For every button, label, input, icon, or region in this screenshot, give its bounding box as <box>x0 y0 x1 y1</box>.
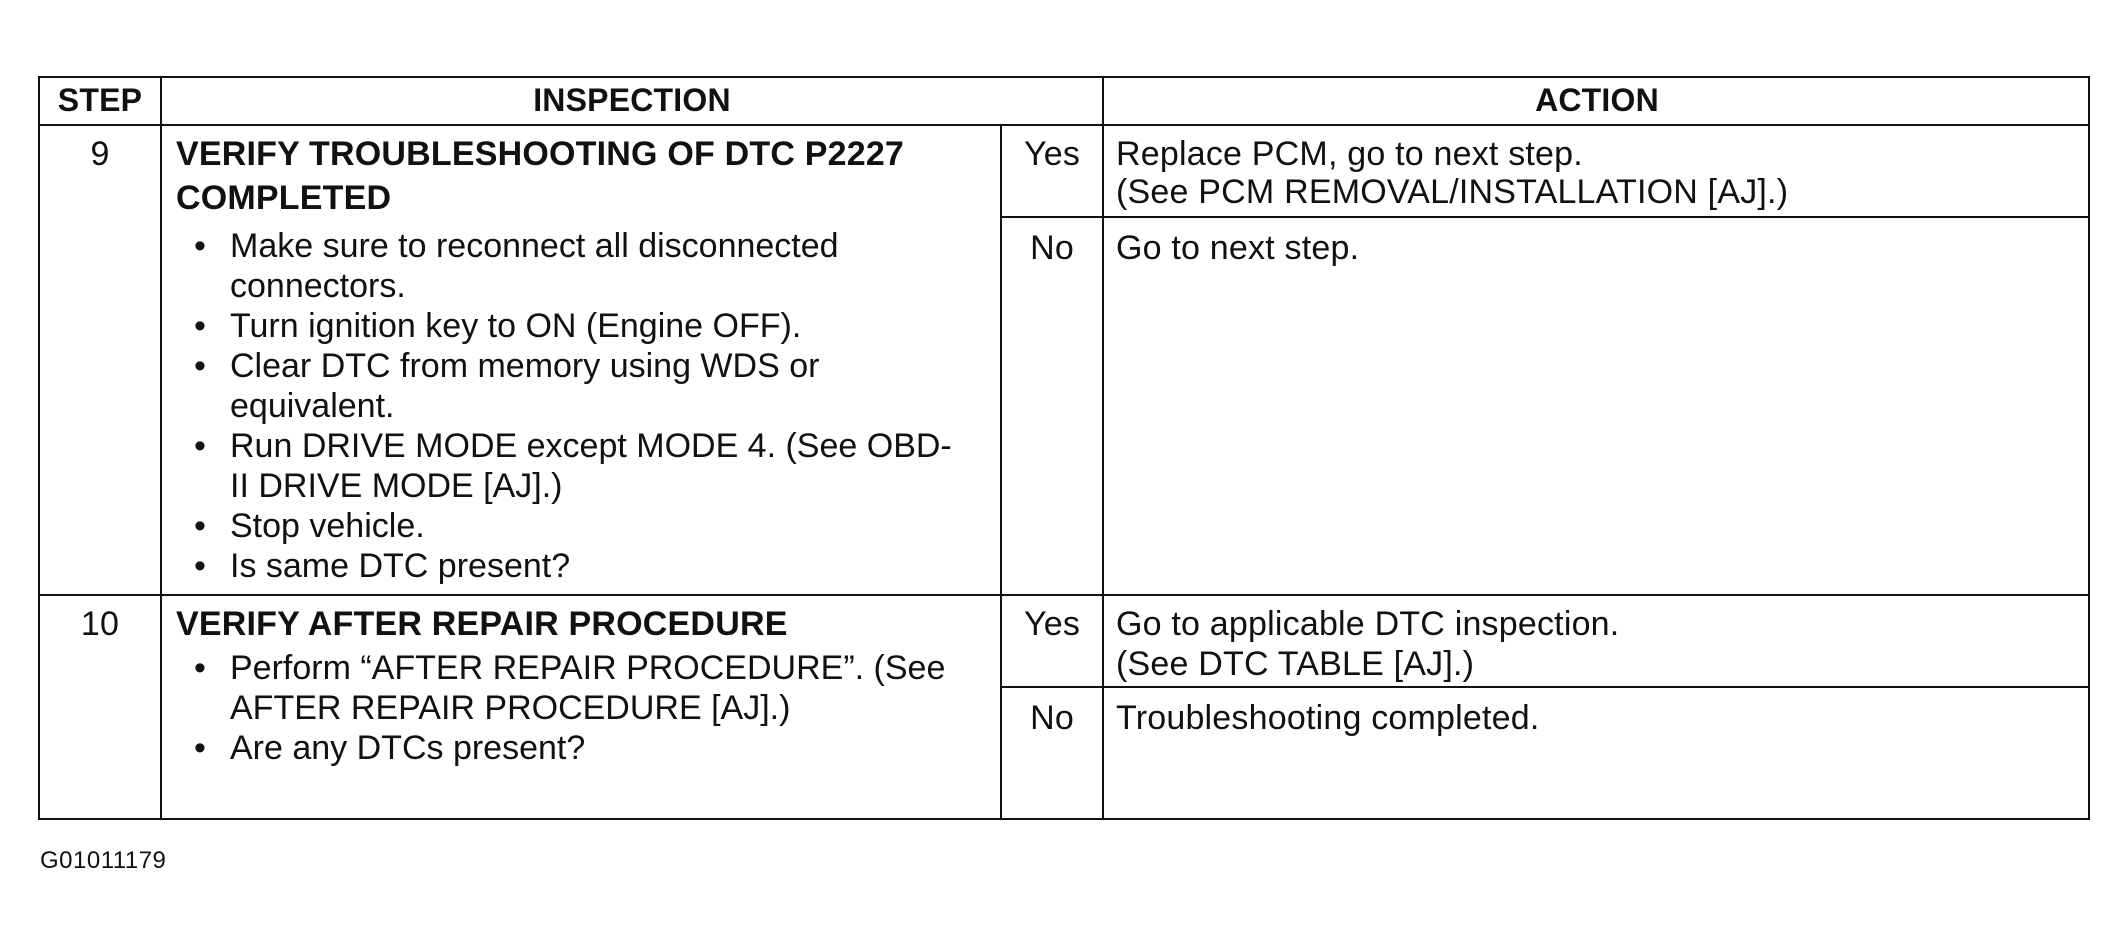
yes-action-reference: (See PCM REMOVAL/INSTALLATION [AJ].) <box>1116 173 1789 211</box>
step-number: 10 <box>80 605 120 643</box>
inspection-title-continued: COMPLETED <box>176 179 392 217</box>
no-label: No <box>1030 229 1074 267</box>
figure-id: G01011179 <box>40 847 167 874</box>
list-item: • Turn ignition key to ON (Engine OFF). <box>176 306 966 346</box>
header-step: STEP <box>57 82 143 118</box>
yes-action-reference: (See DTC TABLE [AJ].) <box>1116 645 1475 683</box>
header-inspection: INSPECTION <box>533 82 731 118</box>
row10-yes-no-divider <box>1000 686 2090 688</box>
list-item: • Perform “AFTER REPAIR PROCEDURE”. (See AFTER REPAIR PROCEDURE [AJ].) <box>176 648 966 728</box>
inspection-title: VERIFY AFTER REPAIR PROCEDURE <box>176 605 788 643</box>
inspection-steps-list <box>176 226 966 586</box>
row9-yes-no-divider <box>1000 216 2090 218</box>
list-item: • Are any DTCs present? <box>176 728 966 768</box>
no-label: No <box>1030 699 1074 737</box>
yes-label: Yes <box>1023 135 1081 173</box>
yes-action: Replace PCM, go to next step. <box>1116 135 1583 173</box>
row-divider-9-10 <box>38 594 2090 596</box>
yes-action: Go to applicable DTC inspection. <box>1116 605 1620 643</box>
list-item: • Clear DTC from memory using WDS or equivalent. <box>176 346 966 426</box>
no-action: Troubleshooting completed. <box>1116 699 1540 737</box>
list-item: • Stop vehicle. <box>176 506 966 546</box>
no-action: Go to next step. <box>1116 229 1360 267</box>
list-item: • Make sure to reconnect all disconnected connectors. <box>176 226 966 306</box>
header-action: ACTION <box>1535 82 1659 118</box>
step-number: 9 <box>90 135 110 173</box>
list-item: • Is same DTC present? <box>176 546 966 586</box>
list-item: • Run DRIVE MODE except MODE 4. (See OBD-II DRIVE MODE [AJ].) <box>176 426 966 506</box>
yes-label: Yes <box>1023 605 1081 643</box>
header-bottom-line <box>38 124 2090 126</box>
inspection-steps-list <box>176 648 966 768</box>
inspection-title: VERIFY TROUBLESHOOTING OF DTC P2227 <box>176 135 905 173</box>
step-column-divider <box>160 76 162 820</box>
action-column-divider <box>1102 76 1104 820</box>
